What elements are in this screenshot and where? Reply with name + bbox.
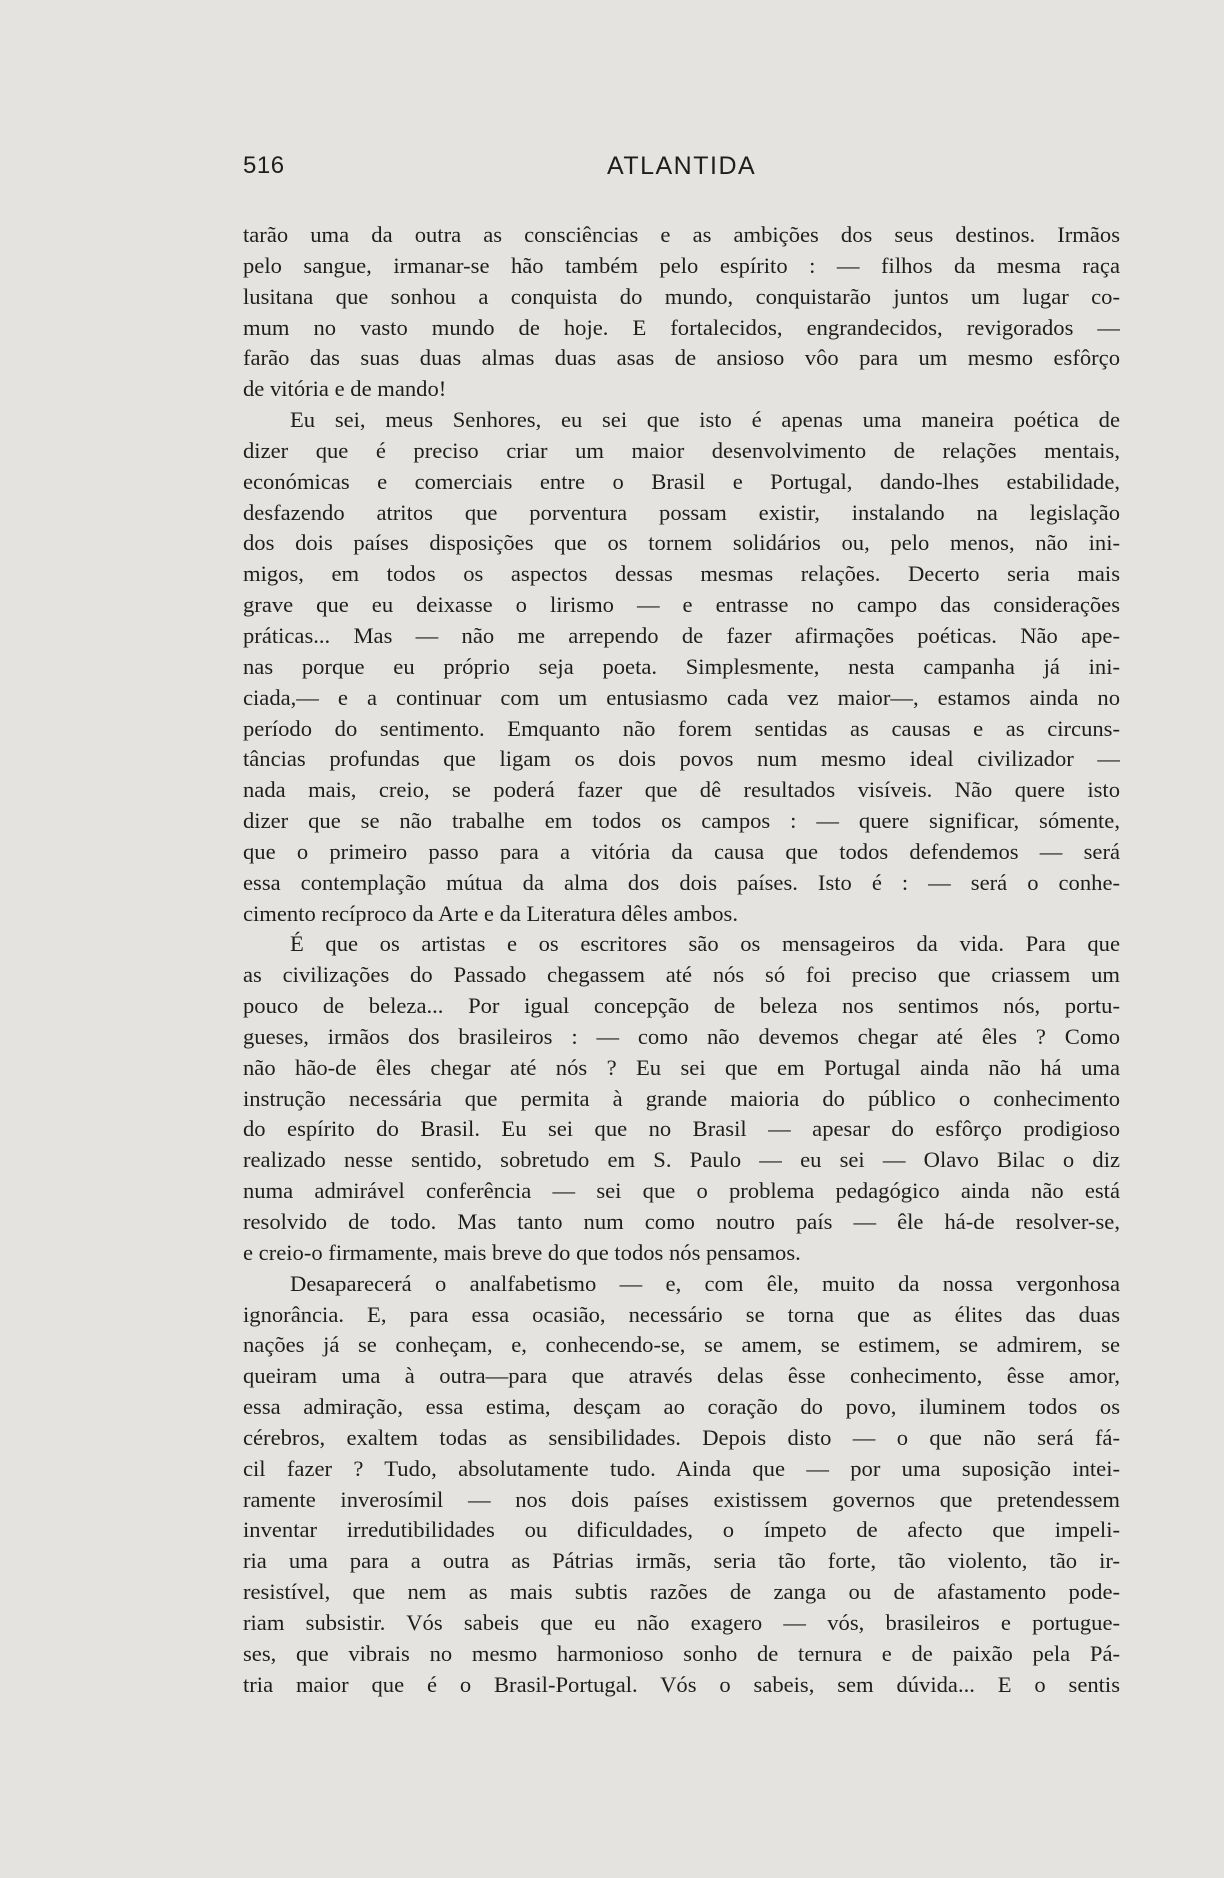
text-line: tria maior que é o Brasil-Portugal. Vós o sabeis, sem dúvida... E o sentis [243, 1671, 1120, 1697]
text-line: instrução necessária que permita à grande maioria do público o conhecimento [243, 1085, 1120, 1111]
text-line: práticas... Mas — não me arrependo de fazer afirmações poéticas. Não ape- [243, 622, 1120, 648]
text-line: económicas e comerciais entre o Brasil e Portugal, dando-lhes estabilidade, [243, 468, 1120, 494]
text-line: resolvido de todo. Mas tanto num como noutro país — êle há-de resolver-se, [243, 1209, 1120, 1234]
text-line: essa contemplação mútua da alma dos dois países. Isto é : — será o conhe- [243, 869, 1120, 895]
text-line: gueses, irmãos dos brasileiros : — como não devemos chegar até êles ? Como [243, 1023, 1120, 1049]
text-line: ignorância. E, para essa ocasião, necessário se torna que as élites das duas [243, 1301, 1120, 1327]
text-line: pouco de beleza... Por igual concepção de beleza nos sentimos nós, portu- [243, 993, 1120, 1019]
page-header [243, 152, 1123, 192]
text-line: que o primeiro passo para a vitória da causa que todos defendemos — será [243, 838, 1120, 864]
text-line: nada mais, creio, se poderá fazer que dê resultados visíveis. Não quere isto [243, 777, 1120, 803]
text-line: período do sentimento. Emquanto não forem sentidas as causas e as circuns- [243, 715, 1120, 741]
text-line: ciada,— e a continuar com um entusiasmo cada vez maior—, estamos ainda no [243, 684, 1120, 710]
text-line: as civilizações do Passado chegassem até nós só foi preciso que criassem um [243, 962, 1120, 988]
text-line: dizer que é preciso criar um maior desenvolvimento de relações mentais, [243, 437, 1120, 463]
text-line: do espírito do Brasil. Eu sei que no Brasil — apesar do esfôrço prodigioso [243, 1116, 1120, 1142]
text-line: riam subsistir. Vós sabeis que eu não exagero — vós, brasileiros e portugue- [243, 1609, 1120, 1635]
text-line: queiram uma à outra—para que através delas êsse conhecimento, êsse amor, [243, 1363, 1120, 1389]
text-line: nações já se conheçam, e, conhecendo-se, se amem, se estimem, se admirem, se [243, 1332, 1120, 1358]
text-line: numa admirável conferência — sei que o problema pedagógico ainda não está [243, 1178, 1120, 1204]
text-line: essa admiração, essa estima, desçam ao coração do povo, iluminem todos os [243, 1394, 1120, 1420]
text-line: cérebros, exaltem todas as sensibilidades. Depois disto — o que não será fá- [243, 1424, 1120, 1450]
text-line: ramente inverosímil — nos dois países existissem governos que pretendessem [243, 1486, 1120, 1512]
text-line: nas porque eu próprio seja poeta. Simplesmente, nesta campanha já ini- [243, 653, 1120, 679]
text-line: mum no vasto mundo de hoje. E fortalecidos, engrandecidos, revigorados — [243, 314, 1120, 340]
text-line: resistível, que nem as mais subtis razões de zanga ou de afastamento pode- [243, 1579, 1120, 1605]
text-line: farão das suas duas almas duas asas de ansioso vôo para um mesmo esfôrço [243, 345, 1120, 371]
text-line: Eu sei, meus Senhores, eu sei que isto é apenas uma maneira poética de [290, 407, 1120, 433]
body-text [243, 220, 1120, 1701]
text-line: ria uma para a outra as Pátrias irmãs, seria tão forte, tão violento, tão ir- [243, 1548, 1120, 1574]
text-line: pelo sangue, irmanar-se hão também pelo espírito : — filhos da mesma raça [243, 252, 1120, 278]
text-line: de vitória e de mando! [243, 376, 447, 402]
text-line: dos dois países disposições que os tornem solidários ou, pelo menos, não ini- [243, 530, 1120, 556]
text-line: desfazendo atritos que porventura possam existir, instalando na legislação [243, 499, 1120, 525]
page-number: 516 [243, 152, 285, 179]
text-line: migos, em todos os aspectos dessas mesmas relações. Decerto seria mais [243, 561, 1120, 587]
text-line: É que os artistas e os escritores são os mensageiros da vida. Para que [290, 931, 1120, 957]
text-line: lusitana que sonhou a conquista do mundo, conquistarão juntos um lugar co- [243, 283, 1120, 309]
text-line: inventar irredutibilidades ou dificuldades, o ímpeto de afecto que impeli- [243, 1517, 1120, 1543]
text-line: realizado nesse sentido, sobretudo em S. Paulo — eu sei — Olavo Bilac o diz [243, 1147, 1120, 1173]
text-line: cimento recíproco da Arte e da Literatura dêles ambos. [243, 900, 738, 926]
text-line: Desaparecerá o analfabetismo — e, com êle, muito da nossa vergonhosa [290, 1270, 1120, 1296]
running-title: ATLANTIDA [607, 152, 757, 180]
text-line: tâncias profundas que ligam os dois povos num mesmo ideal civilizador — [243, 746, 1120, 772]
text-line: ses, que vibrais no mesmo harmonioso sonho de ternura e de paixão pela Pá- [243, 1640, 1120, 1666]
text-line: dizer que se não trabalhe em todos os campos : — quere significar, sómente, [243, 808, 1120, 834]
text-line: e creio-o firmamente, mais breve do que todos nós pensamos. [243, 1239, 801, 1265]
text-line: não hão-de êles chegar até nós ? Eu sei que em Portugal ainda não há uma [243, 1054, 1120, 1080]
text-line: tarão uma da outra as consciências e as ambições dos seus destinos. Irmãos [243, 222, 1120, 247]
text-line: cil fazer ? Tudo, absolutamente tudo. Ainda que — por uma suposição intei- [243, 1455, 1120, 1481]
text-line: grave que eu deixasse o lirismo — e entrasse no campo das considerações [243, 592, 1120, 618]
